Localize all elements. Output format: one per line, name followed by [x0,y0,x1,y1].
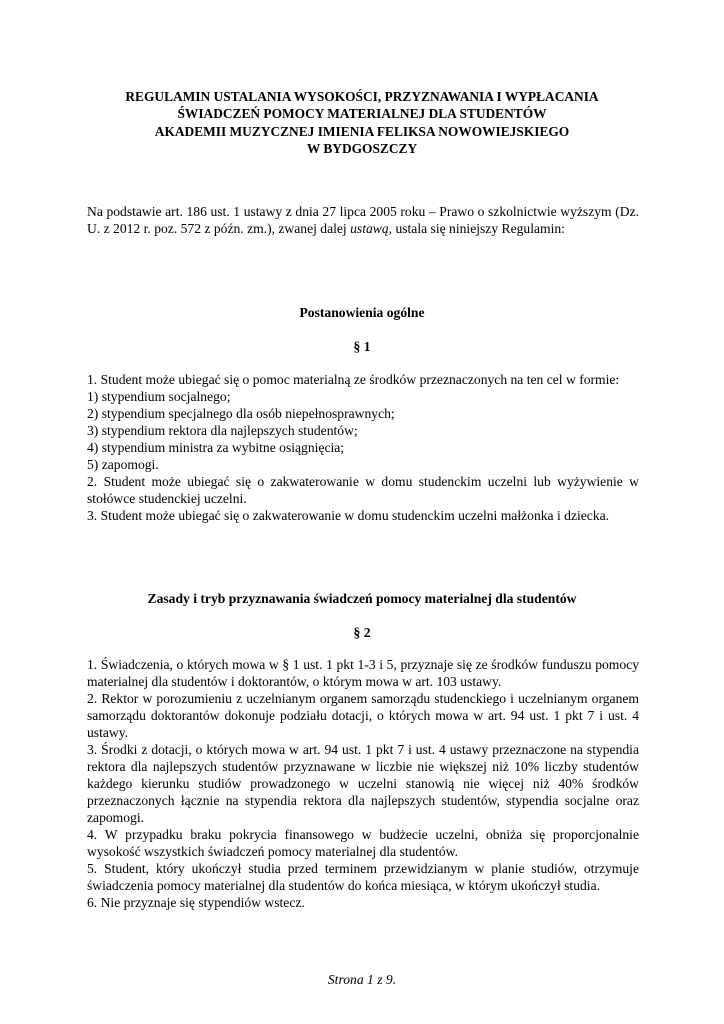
list-item: 6. Nie przyznaje się stypendiów wstecz. [87,895,305,910]
list-item: 3) stypendium rektora dla najlepszych studentów; [87,423,358,438]
title-line: W BYDGOSZCZY [306,140,418,156]
list-item: 2) stypendium specjalnego dla osób niepełnosprawnych; [87,406,395,421]
section-heading: Zasady i tryb przyznawania świadczeń pomocy materialnej dla studentów [147,591,577,606]
list-item: 3. Student może ubiegać się o zakwaterowanie w domu studenckim uczelni małżonka i dziecka. [87,508,610,523]
title-line: ŚWIADCZEŃ POMOCY MATERIALNEJ DLA STUDENTÓW [177,106,547,122]
document-title [60,88,664,157]
preamble-emphasis: ustawą [350,221,389,236]
section-1-body [87,371,639,524]
list-item: 3. Środki z dotacji, o których mowa w art. 94 ust. 1 pkt 7 i ust. 4 ustawy przeznaczone na stypendia rektora dla najlepszych studentów przyznawane w liczbie nie większej niż 10% liczby studentów każdego kierunku studiów prowadzonego w uczelni stanowią nie więcej niż 40% środków przeznaczonych łącznie na stypendia rektora dla najlepszych studentów, stypendia socjalne oraz zapomogi. [87,742,639,825]
preamble [87,203,639,237]
list-item: 1. Świadczenia, o których mowa w § 1 ust. 1 pkt 1-3 i 5, przyznaje się ze środków funduszu pomocy materialnej dla studentów i doktorantów, o którym mowa w art. 103 ustawy. [87,657,639,689]
paragraph-number: § 1 [353,339,371,354]
list-item: 2. Student może ubiegać się o zakwaterowanie w domu studenckim uczelni lub wyżywienie w stołówce studenckiej uczelni. [87,474,639,506]
paragraph-number: § 2 [353,625,371,640]
list-item: 1) stypendium socjalnego; [87,389,231,404]
title-line: AKADEMII MUZYCZNEJ IMIENIA FELIKSA NOWOWIEJSKIEGO [154,123,570,139]
list-item: 5) zapomogi. [87,457,159,472]
title-line: REGULAMIN USTALANIA WYSOKOŚCI, PRZYZNAWANIA I WYPŁACANIA [125,89,599,104]
page-footer: Strona 1 z 9. [327,972,397,987]
list-item: 1. Student może ubiegać się o pomoc materialną ze środków przeznaczonych na ten cel w formie: [87,372,620,387]
list-item: 4) stypendium ministra za wybitne osiągnięcia; [87,440,345,455]
section-2-body [87,656,639,911]
preamble-text-end: , ustala się niniejszy Regulamin: [388,221,565,236]
list-item: 4. W przypadku braku pokrycia finansowego w budżecie uczelni, obniża się proporcjonalnie wysokość wszystkich świadczeń pomocy materialnej dla studentów. [87,827,639,859]
list-item: 2. Rektor w porozumieniu z uczelnianym organem samorządu studenckiego i uczelnianym organem samorządu doktorantów dokonuje podziału dotacji, o których mowa w art. 94 ust. 1 pkt 7 i ust. 4 ustawy. [87,691,639,740]
preamble-text: Na podstawie art. 186 ust. 1 ustawy z dnia 27 lipca 2005 roku – Prawo o szkolnictwie wyższym (Dz. U. z 2012 r. poz. 572 z późn. zm.), zwanej dalej [87,204,639,236]
section-heading: Postanowienia ogólne [299,305,425,320]
list-item: 5. Student, który ukończył studia przed terminem przewidzianym w planie studiów, otrzymuje świadczenia pomocy materialnej dla studentów do końca miesiąca, w którym ukończył studia. [87,861,639,893]
